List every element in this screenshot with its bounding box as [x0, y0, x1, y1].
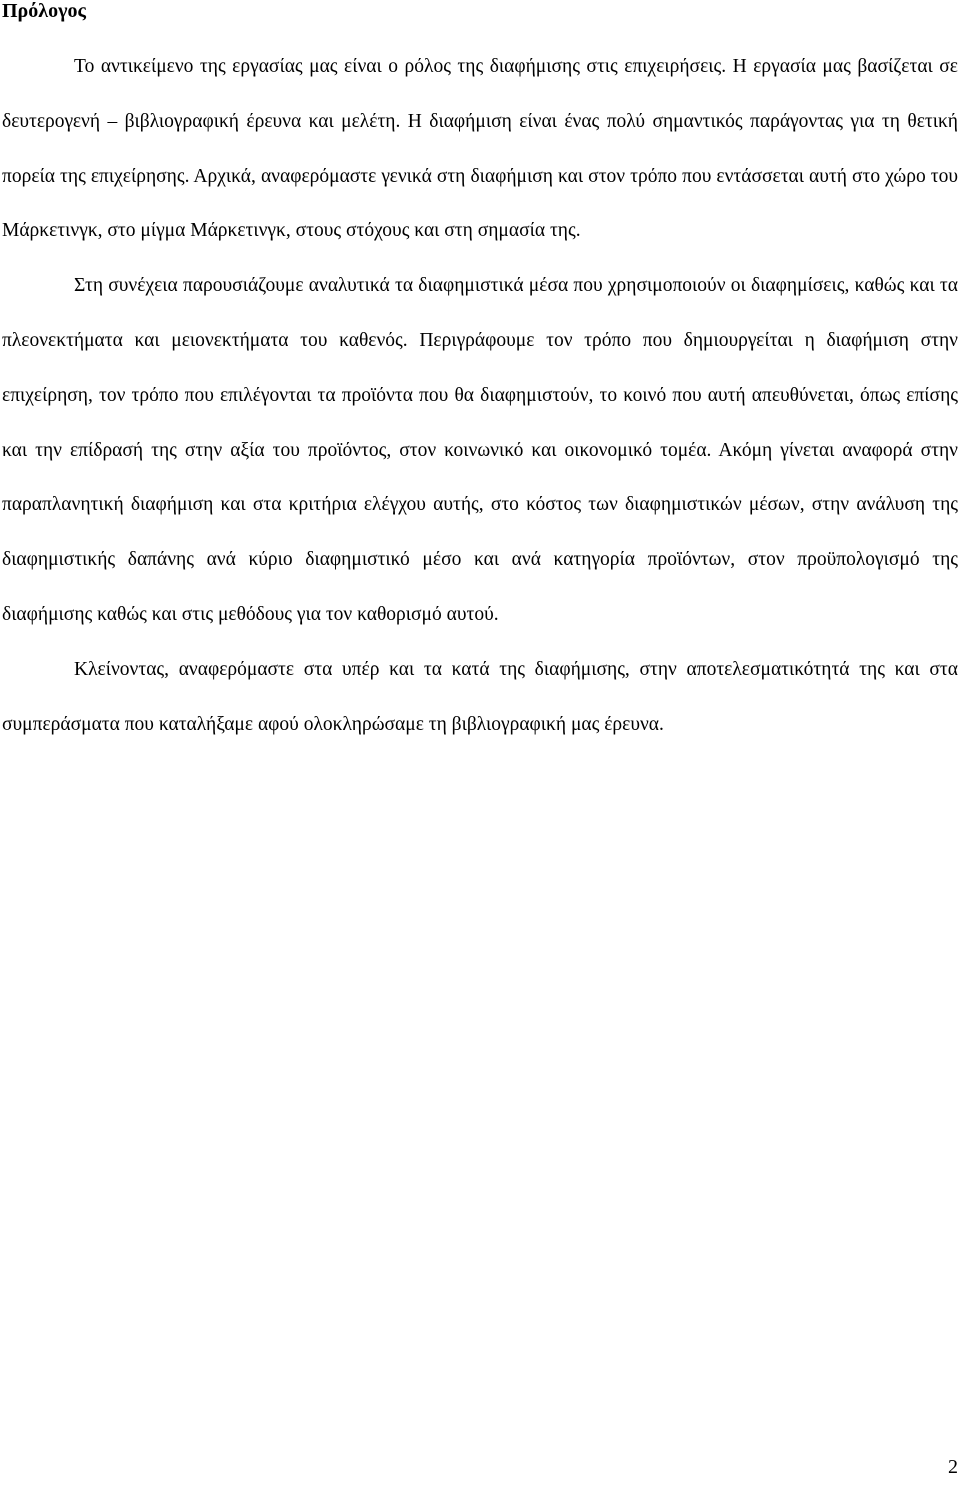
paragraph-conclusion: Κλείνοντας, αναφερόμαστε στα υπέρ και τα κατά της διαφήμισης, στην αποτελεσματικότητά της και στα συμπεράσματα που καταλήξαμε αφού ολοκληρώσαμε τη βιβλιογραφική μας έρευνα.: [2, 658, 958, 735]
paragraph-intro: Το αντικείμενο της εργασίας μας είναι ο ρόλος της διαφήμισης στις επιχειρήσεις. Η εργασία μας βασίζεται σε δευτερογενή – βιβλιογραφική έρευνα και μελέτη. Η διαφήμιση είναι ένας πολύ σημαντικός παράγοντας για τη θετική πορεία της επιχείρησης. Αρχικά, αναφερόμαστε γενικά στη διαφήμιση και στον τρόπο που εντάσσεται αυτή στο χώρο του Μάρκετινγκ, στο μίγμα Μάρκετινγκ, στους στόχους και στη σημασία της.: [2, 56, 958, 242]
page-title: Πρόλογος: [2, 0, 86, 22]
paragraph-content: Στη συνέχεια παρουσιάζουμε αναλυτικά τα διαφημιστικά μέσα που χρησιμοποιούν οι διαφημίσεις, καθώς και τα πλεονεκτήματα και μειονεκτήματα του καθενός. Περιγράφουμε τον τρόπο που δημιουργείται η διαφήμιση στην επιχείρηση, τον τρόπο που επιλέγονται τα προϊόντα που θα διαφημιστούν, το κοινό που αυτή απευθύνεται, όπως επίσης και την επίδρασή της στην αξία του προϊόντος, στον κοινωνικό και οικονομικό τομέα. Ακόμη γίνεται αναφορά στην παραπλανητική διαφήμιση και στα κριτήρια ελέγχου αυτής, στο κόστος των διαφημιστικών μέσων, στην ανάλυση της διαφημιστικής δαπάνης ανά κύριο διαφημιστικό μέσο και ανά κατηγορία προϊόντων, στον προϋπολογισμό της διαφήμισης καθώς και στις μεθόδους για τον καθορισμό αυτού.: [2, 275, 958, 625]
page-number: 2: [948, 1456, 958, 1478]
body-text: [2, 40, 958, 752]
